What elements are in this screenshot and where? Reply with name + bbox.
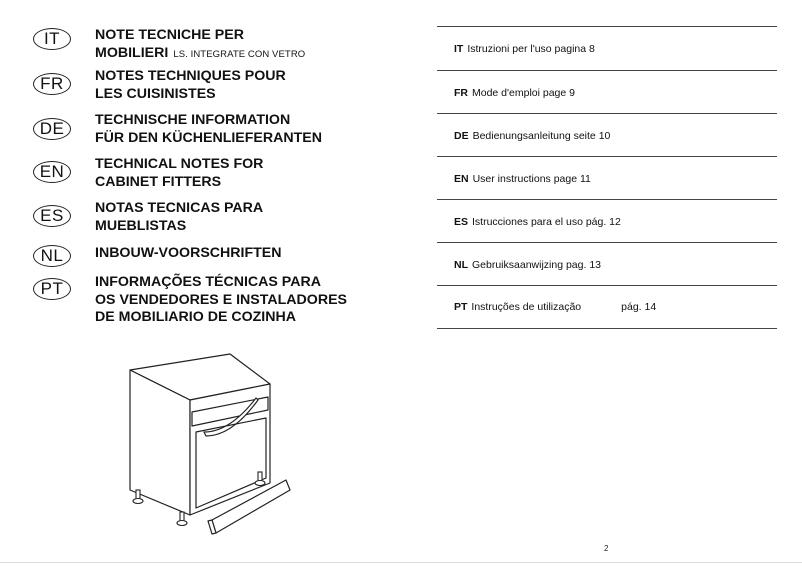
reference-text-fr: Mode d'emploi page 9 xyxy=(472,86,575,99)
reference-code-nl: NL xyxy=(454,258,468,271)
foot-pad xyxy=(177,521,187,526)
title-pt-line3: DE MOBILIARIO DE COZINHA xyxy=(95,309,296,325)
reference-row-it xyxy=(437,27,777,70)
reference-text-nl: Gebruiksaanwijzing pag. 13 xyxy=(472,258,601,271)
reference-code-fr: FR xyxy=(454,86,468,99)
reference-code-it: IT xyxy=(454,42,464,55)
title-de-line2: FÜR DEN KÜCHENLIEFERANTEN xyxy=(95,129,322,146)
reference-code-en: EN xyxy=(454,172,469,185)
foot-pad xyxy=(255,481,265,486)
title-it xyxy=(95,27,305,63)
title-nl xyxy=(95,245,282,263)
language-badge-it: IT xyxy=(33,28,71,50)
title-en-line2: CABINET FITTERS xyxy=(95,173,222,190)
title-de xyxy=(95,112,322,147)
reference-code-pt: PT xyxy=(454,300,468,313)
title-en-line1: TECHNICAL NOTES FOR xyxy=(95,156,264,172)
title-pt xyxy=(95,274,347,327)
reference-row-es xyxy=(437,200,777,243)
title-it-line1: NOTE TECNICHE PER xyxy=(95,27,244,43)
language-badge-nl: NL xyxy=(33,245,71,267)
divider-bottom xyxy=(437,328,777,329)
language-badge-en: EN xyxy=(33,161,71,183)
title-it-line2: MOBILIERI xyxy=(95,44,169,61)
reference-row-pt xyxy=(437,285,777,328)
reference-text-it: Istruzioni per l'uso pagina 8 xyxy=(467,42,595,55)
language-badge-fr: FR xyxy=(33,73,71,95)
title-es-line2: MUEBLISTAS xyxy=(95,217,187,234)
language-badge-de: DE xyxy=(33,118,71,140)
reference-row-nl xyxy=(437,243,777,286)
title-fr-line2: LES CUISINISTES xyxy=(95,85,216,102)
dishwasher-illustration xyxy=(120,340,300,540)
foot-pad xyxy=(133,499,143,504)
title-it-line2-wrap xyxy=(95,45,305,64)
reference-row-en xyxy=(437,157,777,200)
title-de-line1: TECHNISCHE INFORMATION xyxy=(95,112,291,128)
title-fr-line1: NOTES TECHNIQUES POUR xyxy=(95,68,286,84)
page-edge xyxy=(0,562,802,563)
title-es xyxy=(95,200,263,235)
reference-code-de: DE xyxy=(454,129,469,142)
reference-text-de: Bedienungsanleitung seite 10 xyxy=(472,129,611,142)
reference-code-es: ES xyxy=(454,215,469,228)
language-badge-pt: PT xyxy=(33,278,71,300)
title-it-subtitle: LS. INTEGRATE CON VETRO xyxy=(173,48,306,60)
reference-row-de xyxy=(437,114,777,157)
title-pt-line1: INFORMAÇÕES TÉCNICAS PARA xyxy=(95,274,321,290)
title-fr xyxy=(95,68,286,103)
page-number: 2 xyxy=(604,544,609,553)
reference-text-es: Istrucciones para el uso pág. 12 xyxy=(472,215,621,228)
reference-text-pt: Instruções de utilização xyxy=(471,300,582,313)
title-es-line1: NOTAS TECNICAS PARA xyxy=(95,200,264,216)
reference-text-en: User instructions page 11 xyxy=(472,172,591,185)
language-badge-es: ES xyxy=(33,205,71,227)
reference-row-fr xyxy=(437,71,777,114)
title-nl-line1: INBOUW-VOORSCHRIFTEN xyxy=(95,245,282,261)
reference-page-pt: pág. 14 xyxy=(621,300,657,313)
title-pt-line2: OS VENDEDORES E INSTALADORES xyxy=(95,291,347,308)
title-en xyxy=(95,156,263,191)
